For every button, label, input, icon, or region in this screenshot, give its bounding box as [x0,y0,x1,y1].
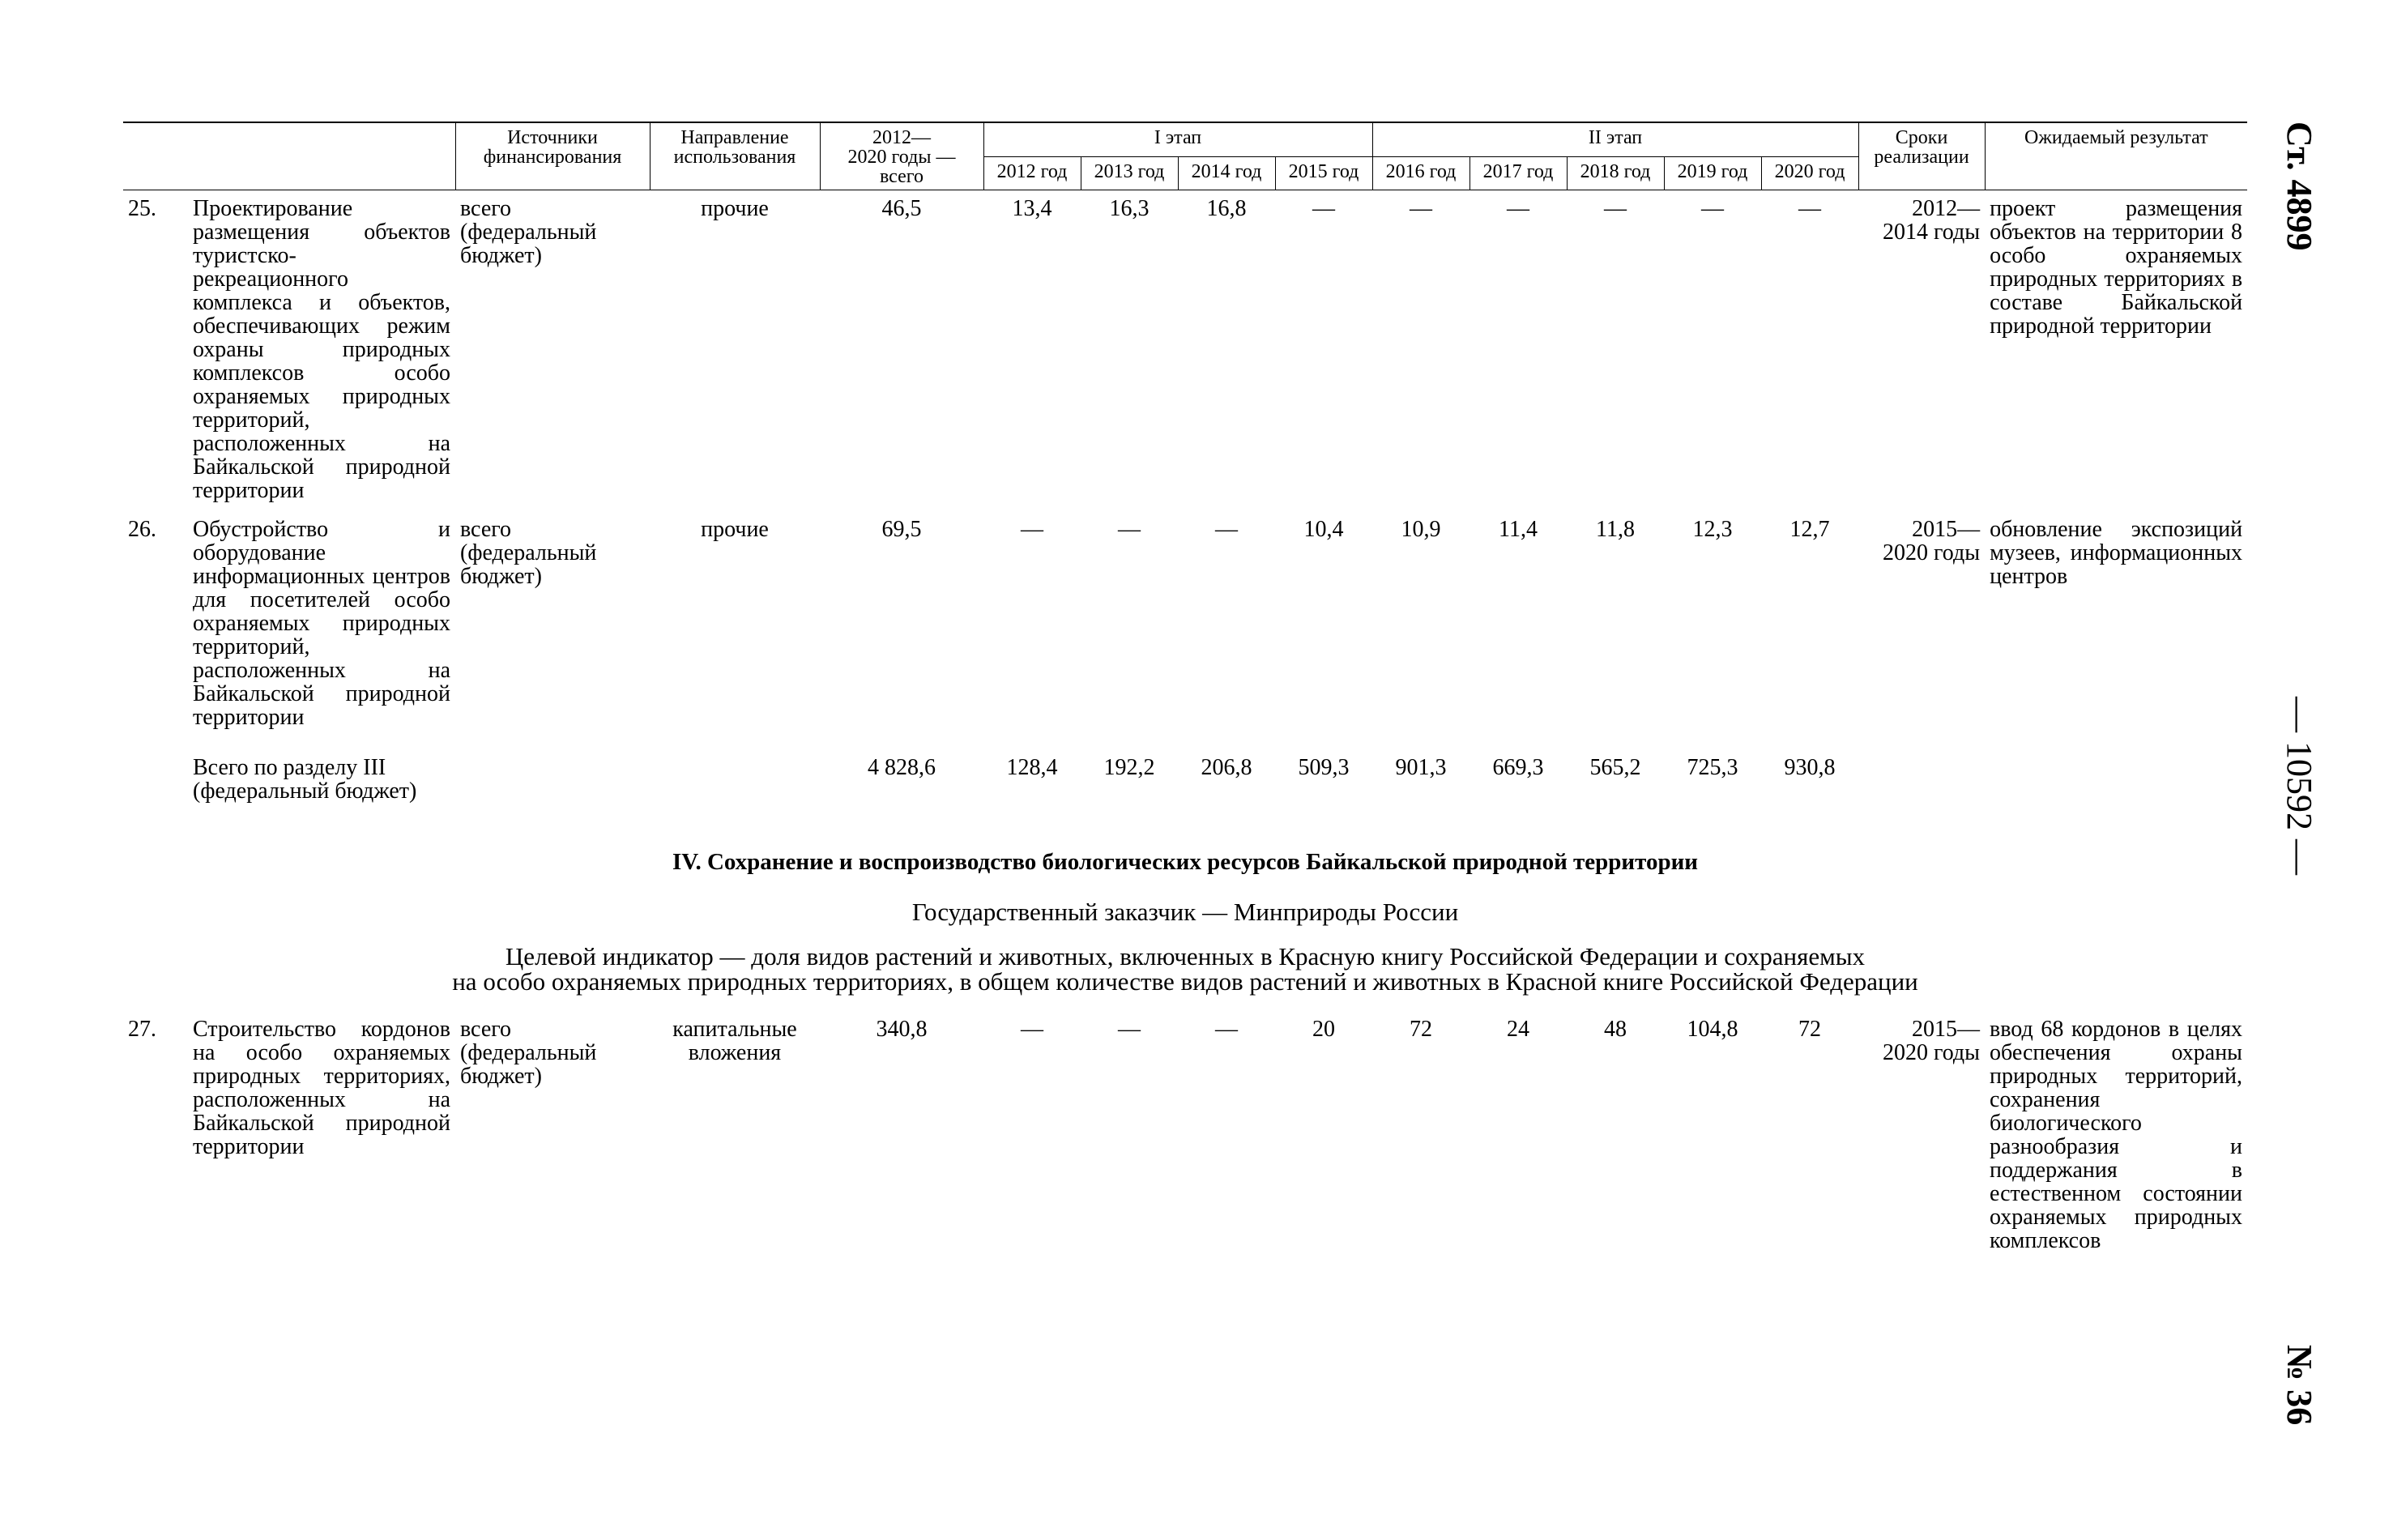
total-value: 901,3 [1395,755,1447,780]
program-table-section4 [123,1013,2247,1257]
header-direction: Направление использования [650,122,820,190]
row-source [455,190,650,512]
total-value: 128,4 [1006,755,1058,780]
indicator-line: Целевой индикатор — доля видов растений и животных, включенных в Красную книгу Российской Федерации и сохраняемых [505,942,1866,970]
header-terms: Сроки реализации [1858,122,1985,190]
source-line: (федеральный [460,220,597,245]
source-line: всего [460,1017,512,1042]
total-label [188,748,455,808]
term-line: 2015— [1912,517,1981,542]
row-number: 27. [128,1017,156,1042]
total-label-line: Всего по разделу III [193,755,386,780]
row-value: 24 [1507,1017,1529,1042]
row-total: 69,5 [881,517,922,542]
row-name: Строительство кордонов на особо охраняемых природных территориях, расположенных на Байкальской природной территории [193,1017,450,1159]
header-year: 2013 год [1081,156,1178,190]
total-row-blank [1985,748,2247,808]
total-value: 725,3 [1687,755,1738,780]
header-sources: Источники финансирования [455,122,650,190]
table-row [123,511,2247,748]
term-line: 2015— [1912,1017,1980,1042]
term-line: 2014 годы [1883,220,1981,245]
row-value: — [1215,1017,1238,1042]
row-value: 11,8 [1596,517,1635,542]
total-value: 509,3 [1298,755,1350,780]
total-value: 192,2 [1103,755,1155,780]
row-value: 16,8 [1206,196,1247,221]
direction-line: капитальные [672,1017,797,1042]
row-value: — [1118,1017,1141,1042]
row-value: — [1507,196,1530,221]
target-indicator [123,944,2247,994]
row-value: 10,9 [1401,517,1441,542]
source-line: бюджет) [460,564,542,589]
total-row-blank [650,748,820,808]
document-number: — 10592 — [2280,697,2319,875]
row-value: 16,3 [1109,196,1150,221]
total-label-line: (федеральный бюджет) [193,779,417,804]
term-line: 2012— [1912,196,1981,221]
row-value: 13,4 [1012,196,1052,221]
row-direction: прочие [701,196,769,221]
header-year: 2018 год [1567,156,1664,190]
term-line: 2020 годы [1883,540,1981,565]
total-value: 206,8 [1201,755,1252,780]
header-total [820,122,983,190]
header-year: 2020 год [1761,156,1858,190]
total-value: 930,8 [1784,755,1836,780]
source-line: всего [460,517,512,542]
source-line: (федеральный [460,540,597,565]
header-result: Ожидаемый результат [1985,122,2247,190]
program-table [123,122,2247,808]
row-value: 10,4 [1303,517,1344,542]
direction-line: вложения [688,1040,782,1065]
row-source [455,511,650,748]
row-value: — [1604,196,1627,221]
table-header [123,122,2247,190]
total-row-blank [123,748,188,808]
row-value: — [1312,196,1335,221]
row-value: 72 [1410,1017,1432,1042]
indicator-line: на особо охраняемых природных территориях, в общем количестве видов растений и животных в Красной книге Российской Федерации [452,967,1918,996]
row-name: Обустройство и оборудование информационных центров для посетителей особо охраняемых природных территорий, расположенных на Байкальской природной территории [193,517,450,730]
total-row-blank [1858,748,1985,808]
page-margin [2247,0,2393,1540]
source-line: всего [460,196,512,221]
row-term [1858,190,1985,512]
row-result: проект размещения объектов на территории 8 особо охраняемых природных территориях в составе Байкальской природной территории [1990,196,2243,339]
table-row [123,1013,2247,1257]
header-year: 2015 год [1275,156,1372,190]
header-total-line3: всего [879,166,924,187]
row-value: 12,3 [1692,517,1733,542]
page-reference: Ст. 4899 [2280,122,2319,251]
header-year: 2014 год [1178,156,1275,190]
row-value: — [1410,196,1433,221]
header-year: 2017 год [1469,156,1567,190]
row-value: — [1798,196,1822,221]
row-value: — [1215,517,1238,542]
row-term [1858,1013,1985,1257]
row-value: 20 [1312,1017,1335,1042]
row-result: обновление экспозиций музеев, информационных центров [1990,517,2243,589]
total-sum: 4 828,6 [868,755,936,780]
header-total-line1: 2012— [872,127,931,148]
row-value: — [1701,196,1725,221]
source-line: бюджет) [460,243,542,268]
row-direction: прочие [701,517,769,542]
row-total: 46,5 [881,196,922,221]
row-result: ввод 68 кордонов в целях обеспечения охраны природных территорий, сохранения биологического разнообразия и поддержания в естественном состоянии охраняемых природных комплексов [1990,1017,2242,1253]
row-value: 12,7 [1789,517,1830,542]
header-total-line2: 2020 годы — [847,147,956,168]
row-direction [650,1013,820,1257]
source-line: (федеральный [460,1040,597,1065]
row-value: 104,8 [1687,1017,1738,1042]
row-number: 25. [128,196,156,221]
row-value: — [1021,517,1043,542]
row-total: 340,8 [876,1017,928,1042]
issue-number: № 36 [2280,1345,2319,1426]
row-value: — [1118,517,1141,542]
total-value: 565,2 [1589,755,1641,780]
row-value: — [1021,1017,1043,1042]
row-number: 26. [128,517,156,542]
term-line: 2020 годы [1882,1040,1980,1065]
header-year: 2016 год [1372,156,1469,190]
row-name: Проектирование размещения объектов туристско-рекреационного комплекса и объектов, обеспечивающих режим охраны природных комплексов особо охраняемых природных территорий, расположенных на Байкальской природной территории [193,196,450,503]
header-year: 2019 год [1664,156,1761,190]
header-stage1: I этап [983,122,1372,156]
header-stage2: II этап [1372,122,1858,156]
row-value: 48 [1604,1017,1627,1042]
total-row [123,748,2247,808]
state-customer: Государственный заказчик — Минприроды России [911,898,1459,926]
header-year: 2012 год [983,156,1081,190]
section-title: IV. Сохранение и воспроизводство биологических ресурсов Байкальской природной территории [672,849,1699,875]
source-line: бюджет) [460,1064,542,1089]
header-blank [123,122,455,190]
row-source [455,1013,650,1257]
table-row [123,190,2247,512]
row-value: 72 [1798,1017,1821,1042]
total-value: 669,3 [1492,755,1544,780]
total-row-blank [455,748,650,808]
row-value: 11,4 [1499,517,1538,542]
row-term [1858,511,1985,748]
